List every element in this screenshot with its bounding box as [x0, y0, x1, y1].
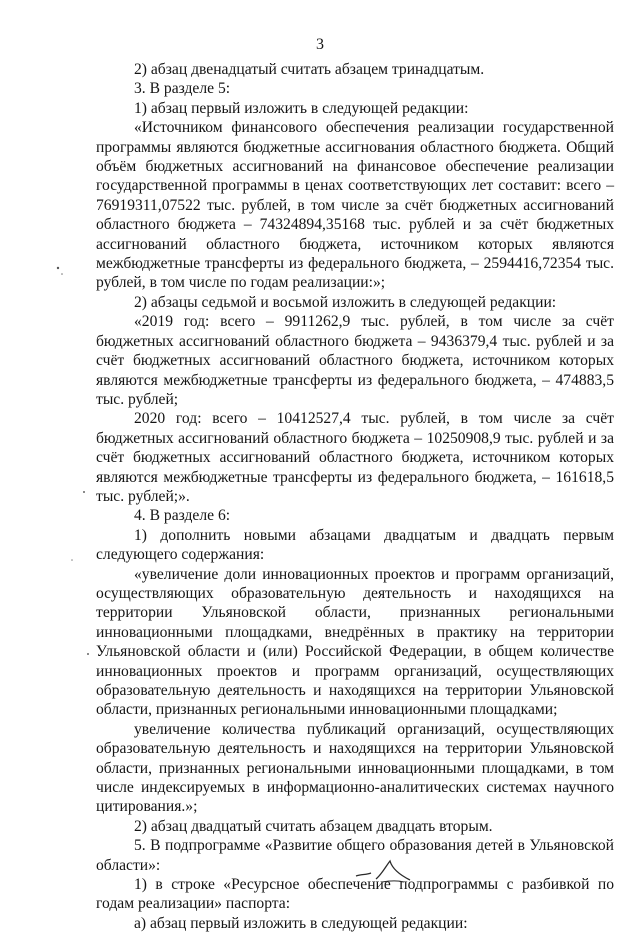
paragraph-13: 5. В подпрограмме «Развитие общего образования детей в Ульяновской области»:: [96, 837, 614, 874]
paragraph-3: 1) абзац первый изложить в следующей редакции:: [134, 99, 469, 117]
page-number: 3: [316, 36, 324, 53]
paragraph-8: 4. В разделе 6:: [134, 507, 231, 525]
initials-signature: [352, 858, 414, 884]
paragraph-2: 3. В разделе 5:: [134, 80, 231, 98]
paragraph-10: «увеличение доли инновационных проектов и программ организаций, осуществляющих образовательную деятельность и находящихся на территории Ульяновской области, признанных региональными инновационными площадками, внедрённых в практику на территории Ульяновской области и (или) Российской Федерации, в общем количестве инновационных проектов и программ организаций, осуществляющих образовательную деятельность и находящихся на территории Ульяновской области, признанных региональными инновационными площадками;: [96, 565, 614, 719]
paragraph-11: увеличение количества публикаций организаций, осуществляющих образовательную деятельность и находящихся на территории Ульяновской области, признанных региональными инновационными площадками, в том числе индексируемых в информационно-аналитических системах научного цитирования.»;: [96, 720, 614, 816]
paragraph-6: «2019 год: всего – 9911262,9 тыс. рублей, в том числе за счёт бюджетных ассигнований областного бюджета – 9436379,4 тыс. рублей и за счёт бюджетных ассигнований областного бюджета, источником которых являются межбюджетные трансферты из федерального бюджета, – 474883,5 тыс. рублей;: [96, 313, 614, 408]
paragraph-9: 1) дополнить новыми абзацами двадцатым и двадцать первым следующего содержания:: [96, 526, 614, 564]
paragraph-5: 2) абзацы седьмой и восьмой изложить в следующей редакции:: [134, 293, 557, 311]
paragraph-4: «Источником финансового обеспечения реализации государственной программы являются бюджетные ассигнования областного бюджета. Общий объём бюджетных ассигнований на финансовое обеспечение реализации государственной программы в ценах соответствующих лет составит: всего – 76919311,07522 тыс. рублей, в том числе за счёт бюджетных ассигнований областного бюджета – 74324894,35168 тыс. рублей и за счёт бюджетных ассигнований областного бюджета, источником которых являются межбюджетные трансферты из федерального бюджета, – 2594416,72354 тыс. рублей, в том числе по годам реализации:»;: [96, 119, 614, 292]
paragraph-7: 2020 год: всего – 10412527,4 тыс. рублей, в том числе за счёт бюджетных ассигнований областного бюджета – 10250908,9 тыс. рублей и за счёт бюджетных ассигнований областного бюджета, источником которых являются межбюджетные трансферты из федерального бюджета, – 161618,5 тыс. рублей;».: [96, 410, 614, 505]
paragraph-15: а) абзац первый изложить в следующей редакции:: [134, 914, 468, 932]
document-body: [96, 60, 614, 933]
paragraph-14: 1) в строке «Ресурсное обеспечение подпрограммы с разбивкой по годам реализации» паспорта:: [96, 876, 614, 913]
paragraph-1: 2) абзац двенадцатый считать абзацем тринадцатым.: [134, 61, 485, 78]
paragraph-12: 2) абзац двадцатый считать абзацем двадцать вторым.: [134, 817, 493, 835]
